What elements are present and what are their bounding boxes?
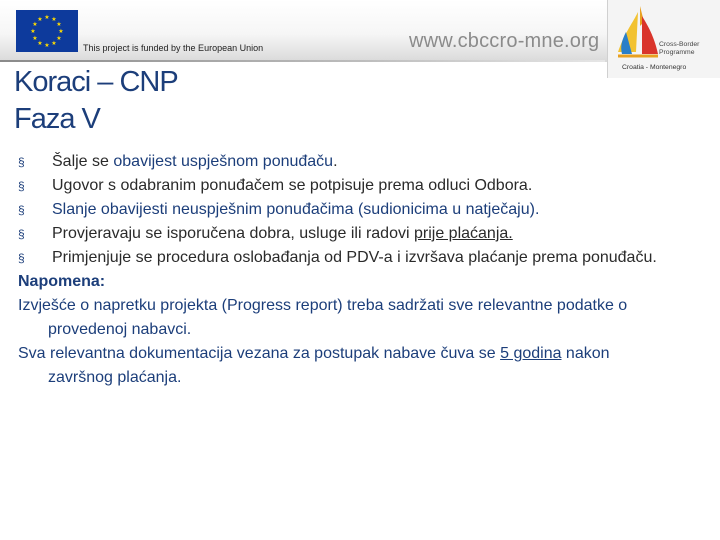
cross-border-logo-icon [614,2,662,62]
underlined-text: 5 godina [500,345,562,362]
bullet-item: § Ugovor s odabranim ponuđačem se potpisuje prema odluci Odbora. [18,174,668,198]
bullet-item: § Provjeravaju se isporučena dobra, usluge ili radovi prije plaćanja. [18,222,668,246]
svg-text:★: ★ [32,21,38,28]
bullet-list [18,150,668,270]
section-bullet-icon: § [18,155,25,169]
title-line-2: Faza V [14,103,100,135]
header-divider [0,60,605,62]
svg-text:★: ★ [51,16,57,23]
svg-text:★: ★ [56,35,62,42]
section-bullet-icon: § [18,251,25,265]
svg-text:★: ★ [44,14,50,21]
section-bullet-icon: § [18,179,25,193]
svg-text:★: ★ [30,28,36,35]
svg-text:★: ★ [37,16,43,23]
logo-subtitle: Croatia - Montenegro [622,64,687,71]
logo-text: Cross-Border Programme [659,41,700,56]
note-paragraph-progress-report: Izvješće o napretku projekta (Progress report) treba sadržati sve relevantne podatke o provedenoj nabavci. [18,297,628,338]
svg-text:★: ★ [44,42,50,49]
slide-title [14,64,178,138]
svg-text:★: ★ [58,28,64,35]
site-url[interactable]: www.cbccro-mne.org [409,30,600,52]
bullet-item: § Šalje se obavijest uspješnom ponuđaču. [18,150,668,174]
bullet-item: § Slanje obavijesti neuspješnim ponuđačima (sudionicima u natječaju). [18,198,668,222]
underlined-text: prije plaćanja. [413,225,513,242]
svg-text:★: ★ [56,21,62,28]
slide-content [18,150,668,390]
slide-header [0,0,720,71]
svg-text:★: ★ [32,35,38,42]
section-bullet-icon: § [18,203,25,217]
section-bullet-icon: § [18,227,25,241]
eu-funding-text: This project is funded by the European Union [83,43,264,53]
title-line-1: Koraci – CNP [14,66,178,98]
highlight-text: obavijest uspješnom ponuđaču [113,153,334,170]
svg-text:★: ★ [37,40,43,47]
svg-text:★: ★ [51,40,57,47]
bullet-item: § Primjenjuje se procedura oslobađanja od PDV-a i izvršava plaćanje prema ponuđaču. [18,246,668,270]
eu-flag-icon [16,10,78,52]
highlight-text: obavijesti neuspješnim ponuđačima [100,201,354,218]
note-heading: Napomena: [18,273,106,290]
programme-logo [607,0,720,78]
note-paragraph-documentation: Sva relevantna dokumentacija vezana za postupak nabave čuva se 5 godina nakon završnog plaćanja. [18,345,610,386]
